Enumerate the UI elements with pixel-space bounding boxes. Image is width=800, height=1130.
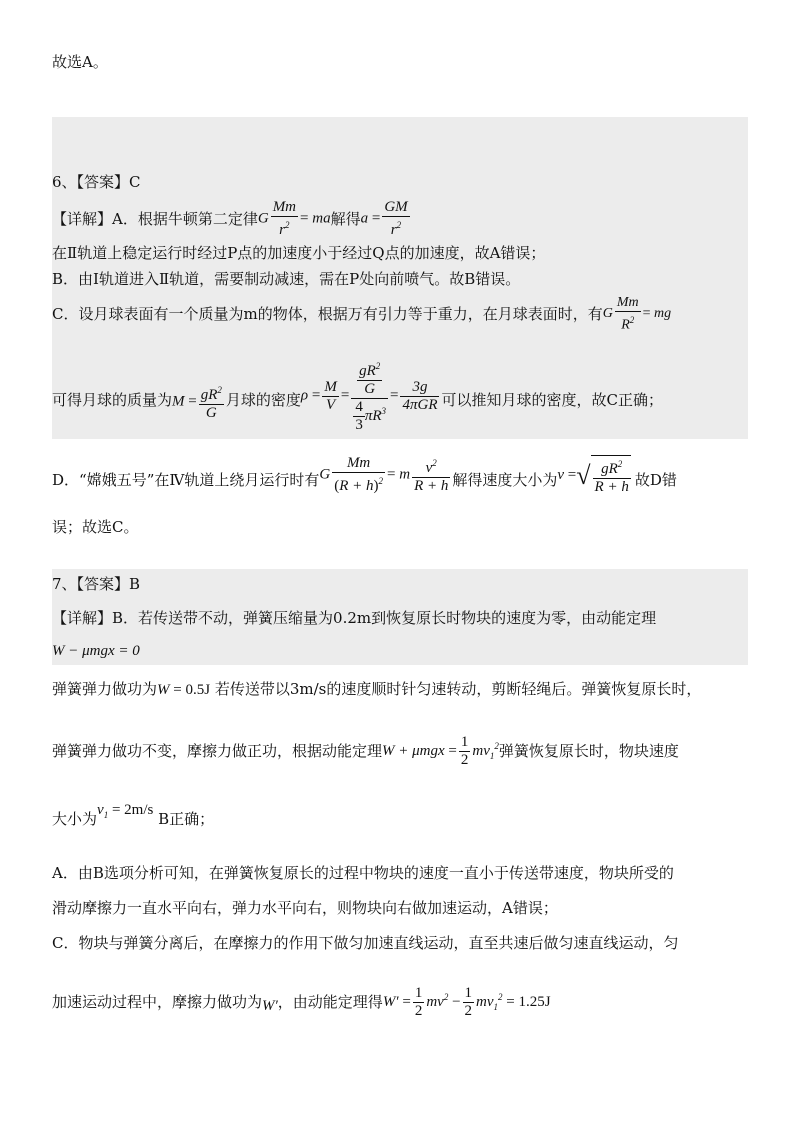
q7-l3-pre: 弹簧弹力做功不变，摩擦力做正功，根据动能定理 [52, 742, 383, 760]
q7-c2-mid: ，由动能定理得 [277, 993, 383, 1011]
formula-orbit: G $\frac{Mm}{(R + h)^2}$ = m $\frac{v^2}{R + h}$ [319, 455, 449, 494]
q7-detail-b: 【详解】B．若传送带不动，弹簧压缩量为0.2m到恢复原长时物块的速度为零，由动能定理 [52, 609, 657, 627]
q6-c2-post: 可以推知月球的密度，故C正确； [441, 391, 663, 409]
formula-newton: G $\frac{Mm}{r^2}$ = ma [257, 199, 331, 238]
q6-c-pre: C．设月球表面有一个质量为m的物体，根据万有引力等于重力，在月球表面时，有 [52, 305, 603, 323]
formula-speed: v =√ $\frac{gR^2}{R + h}$ [557, 455, 630, 496]
q7-line3 [52, 731, 679, 771]
q6-b-line: B．由Ⅰ轨道进入Ⅱ轨道，需要制动减速，需在P处向前喷气。故B错误。 [52, 270, 521, 288]
q7-c-line2 [52, 982, 551, 1022]
q6-detail-a [52, 196, 412, 242]
q7-l2-post: 若传送带以3m/s的速度顺时针匀速转动，剪断轻绳后。弹簧恢复原长时， [214, 680, 702, 698]
q6-c-line [52, 292, 671, 336]
q6-c2-mid: 月球的密度 [225, 391, 301, 409]
q6-a-line2: 在Ⅱ轨道上稳定运行时经过P点的加速度小于经过Q点的加速度，故A错误； [52, 244, 546, 262]
formula-work-energy-2: W + μmgx = $\frac{1}{2}$ $mv_1^2$ [382, 733, 499, 768]
q6-d-line [52, 442, 677, 508]
q6-d-mid: 解得速度大小为 [452, 471, 558, 489]
formula-acceleration: a = $\frac{GM}{r^2}$ [360, 199, 408, 238]
q7-a-line1: A．由B选项分析可知，在弹簧恢复原长的过程中物块的速度一直小于传送带速度，物块所受的 [52, 864, 674, 882]
q7-line2 [52, 678, 701, 701]
q6-a-mid: 解得 [330, 210, 361, 228]
q7-a-line2: 滑动摩擦力一直水平向右，弹力水平向右，则物块向右做加速运动，A错误； [52, 899, 558, 917]
formula-gravity-weight: G $\frac{Mm}{R^2}$ = mg [602, 295, 672, 333]
q7-l4-post: B正确； [158, 810, 215, 828]
q7-l2-pre: 弹簧弹力做功为 [52, 680, 158, 698]
q6-c-line2 [52, 340, 663, 434]
question-7-answer: 7、【答案】B [52, 575, 141, 593]
q7-line4 [52, 802, 215, 836]
formula-v1: $v_1 = 2m/s$ [97, 802, 154, 820]
q7-c-line1: C．物块与弹簧分离后，在摩擦力的作用下做匀加速直线运动，直至共速后做匀速直线运动，匀 [52, 934, 679, 952]
formula-moon-mass: M = $\frac{gR^2}{G}$ [172, 382, 226, 422]
q7-l3-post: 弹簧恢复原长时，物块速度 [498, 742, 679, 760]
q6-c2-pre: 可得月球的质量为 [52, 391, 173, 409]
q6-d-pre: D．“嫦娥五号”在Ⅳ轨道上绕月运行时有 [52, 471, 320, 489]
text-line: 故选A。 [52, 53, 108, 71]
q6-d-line2: 误；故选C。 [52, 518, 139, 536]
formula-work-energy-1: W − μmgx = 0 [52, 643, 140, 659]
formula-density: ρ = $\frac{M}{V}$ = $\frac{gR^2}{G}$ $\frac{4}{3}$ $\pi R^3$ = $\frac{3g}{\text{4πGR}}$ [301, 358, 442, 434]
q7-l4-pre: 大小为 [52, 810, 98, 828]
q7-c2-pre: 加速运动过程中，摩擦力做功为 [52, 993, 263, 1011]
formula-work-energy-3: W′ = $\frac{1}{2}$ $mv^2$ − $\frac{1}{2}$ $mv_1^2 = 1.25J$ [382, 984, 551, 1019]
question-6-answer: 6、【答案】C [52, 173, 141, 191]
formula-w-prime: W′ [262, 998, 278, 1014]
q6-d-post: 故D错 [634, 471, 677, 489]
formula-spring-work: W = 0.5J [157, 682, 211, 698]
q6-a-pre: 【详解】A．根据牛顿第二定律 [52, 210, 258, 228]
